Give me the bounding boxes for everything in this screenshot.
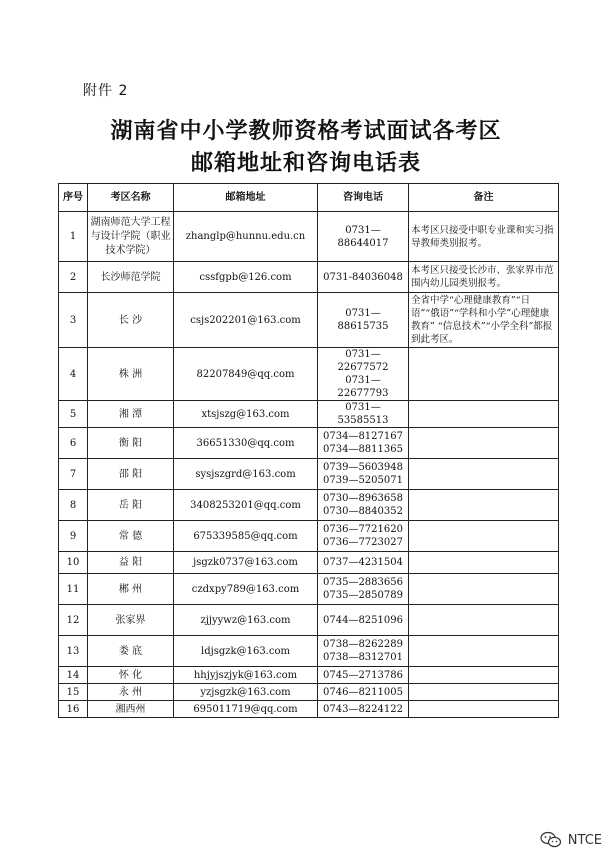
district-name: 郴 州 [88, 574, 174, 605]
district-name: 益 阳 [88, 552, 174, 574]
email-address: zjjyywz@163.com [174, 605, 318, 636]
wechat-icon [540, 831, 562, 849]
phone-number: 0731—22677572 [337, 349, 389, 373]
row-number: 8 [59, 490, 88, 521]
row-number: 3 [59, 293, 88, 348]
table-row [59, 552, 559, 574]
table-body [59, 212, 559, 718]
table-row [59, 667, 559, 684]
phone-number: 0743—8224122 [323, 703, 403, 715]
phone-cell [318, 552, 409, 574]
district-name: 湘西州 [88, 701, 174, 718]
header-notes: 备注 [409, 184, 559, 212]
district-name: 常 德 [88, 521, 174, 552]
phone-cell [318, 521, 409, 552]
phone-number: 0731—53585513 [337, 402, 389, 426]
district-name: 永 州 [88, 684, 174, 701]
table-row [59, 428, 559, 459]
district-name: 张家界 [88, 605, 174, 636]
phone-number: 0730—8963658 [323, 493, 403, 504]
table-row [59, 459, 559, 490]
phone-cell [318, 262, 409, 293]
table-row [59, 636, 559, 667]
table-row [59, 521, 559, 552]
email-address: jsgzk0737@163.com [174, 552, 318, 574]
row-number: 16 [59, 701, 88, 718]
district-name: 株 洲 [88, 348, 174, 401]
row-number: 11 [59, 574, 88, 605]
row-number: 14 [59, 667, 88, 684]
contact-table [58, 183, 559, 718]
notes-cell [409, 552, 559, 574]
phone-cell [318, 428, 409, 459]
phone-number: 0730—8840352 [323, 506, 403, 517]
phone-number: 0738—8312701 [323, 652, 403, 663]
notes-cell: 本考区只接受长沙市、张家界市范围内幼儿园类别报考。 [409, 262, 559, 293]
email-address: cssfgpb@126.com [174, 262, 318, 293]
phone-cell [318, 605, 409, 636]
notes-cell [409, 701, 559, 718]
phone-cell [318, 667, 409, 684]
attachment-label: 附件 2 [83, 83, 129, 99]
district-name: 岳 阳 [88, 490, 174, 521]
notes-cell [409, 684, 559, 701]
row-number: 13 [59, 636, 88, 667]
email-address: 3408253201@qq.com [174, 490, 318, 521]
table-row [59, 574, 559, 605]
phone-number: 0739—5205071 [323, 475, 403, 486]
district-name: 湘 潭 [88, 401, 174, 428]
phone-number: 0734—8127167 [323, 431, 403, 442]
phone-number: 0731—88615735 [337, 308, 389, 332]
notes-cell [409, 401, 559, 428]
row-number: 15 [59, 684, 88, 701]
notes-cell [409, 348, 559, 401]
district-name: 长沙师范学院 [88, 262, 174, 293]
phone-number: 0731—22677793 [337, 375, 389, 399]
district-name: 怀 化 [88, 667, 174, 684]
table-row [59, 605, 559, 636]
row-number: 6 [59, 428, 88, 459]
phone-number: 0731-84036048 [323, 271, 403, 283]
phone-cell [318, 684, 409, 701]
row-number: 1 [59, 212, 88, 262]
email-address: csjs202201@163.com [174, 293, 318, 348]
phone-cell [318, 293, 409, 348]
district-name: 衡 阳 [88, 428, 174, 459]
table-row [59, 490, 559, 521]
email-address: hhjyjszjyk@163.com [174, 667, 318, 684]
phone-number: 0735—2850789 [323, 590, 403, 601]
phone-number: 0739—5603948 [323, 462, 403, 473]
email-address: xtsjszg@163.com [174, 401, 318, 428]
email-address: sysjszgrd@163.com [174, 459, 318, 490]
row-number: 7 [59, 459, 88, 490]
row-number: 12 [59, 605, 88, 636]
phone-number: 0744—8251096 [323, 614, 403, 626]
district-name: 湖南师范大学工程与设计学院（职业技术学院） [88, 212, 174, 262]
email-address: 695011719@qq.com [174, 701, 318, 718]
row-number: 2 [59, 262, 88, 293]
phone-cell [318, 574, 409, 605]
district-name: 邵 阳 [88, 459, 174, 490]
phone-cell [318, 212, 409, 262]
email-address: ldjsgzk@163.com [174, 636, 318, 667]
notes-cell [409, 667, 559, 684]
row-number: 5 [59, 401, 88, 428]
phone-number: 0738—8262289 [323, 639, 403, 650]
header-district: 考区名称 [88, 184, 174, 212]
phone-cell [318, 701, 409, 718]
notes-cell: 本考区只接受中职专业课和实习指导教师类别报考。 [409, 212, 559, 262]
email-address: yzjsgzk@163.com [174, 684, 318, 701]
table-row [59, 348, 559, 401]
document-title-line1: 湖南省中小学教师资格考试面试各考区 [110, 119, 502, 144]
phone-cell [318, 636, 409, 667]
district-name: 长 沙 [88, 293, 174, 348]
email-address: 82207849@qq.com [174, 348, 318, 401]
table-header-row [59, 184, 559, 212]
phone-number: 0736—7721620 [323, 524, 403, 535]
email-address: 36651330@qq.com [174, 428, 318, 459]
phone-cell [318, 490, 409, 521]
header-no: 序号 [59, 184, 88, 212]
table-row [59, 293, 559, 348]
email-address: zhanglp@hunnu.edu.cn [174, 212, 318, 262]
phone-number: 0736—7723027 [323, 537, 403, 548]
email-address: 675339585@qq.com [174, 521, 318, 552]
notes-cell [409, 490, 559, 521]
notes-cell [409, 605, 559, 636]
table-row [59, 701, 559, 718]
phone-cell [318, 459, 409, 490]
row-number: 9 [59, 521, 88, 552]
email-address: czdxpy789@163.com [174, 574, 318, 605]
document-title-line2: 邮箱地址和咨询电话表 [190, 151, 421, 176]
notes-cell [409, 428, 559, 459]
watermark-text: NTCE [567, 832, 602, 848]
header-phone: 咨询电话 [318, 184, 409, 212]
notes-cell [409, 459, 559, 490]
notes-cell: 全省中学“心理健康教育”“日语”“俄语”“学科和小学”心理健康教育” “信息技术”“小学全科”都报到此考区。 [409, 293, 559, 348]
phone-cell [318, 401, 409, 428]
phone-number: 0734—8811365 [323, 444, 403, 455]
phone-number: 0746—8211005 [323, 686, 403, 698]
notes-cell [409, 574, 559, 605]
notes-cell [409, 521, 559, 552]
phone-number: 0745—2713786 [323, 669, 403, 681]
watermark [540, 831, 602, 849]
phone-cell [318, 348, 409, 401]
phone-number: 0737—4231504 [323, 557, 403, 568]
table-row [59, 212, 559, 262]
district-name: 娄 底 [88, 636, 174, 667]
header-email: 邮箱地址 [174, 184, 318, 212]
row-number: 10 [59, 552, 88, 574]
table-row [59, 262, 559, 293]
table-row [59, 684, 559, 701]
phone-number: 0731—88644017 [337, 224, 389, 249]
row-number: 4 [59, 348, 88, 401]
table-row [59, 401, 559, 428]
phone-number: 0735—2883656 [323, 577, 403, 588]
notes-cell [409, 636, 559, 667]
